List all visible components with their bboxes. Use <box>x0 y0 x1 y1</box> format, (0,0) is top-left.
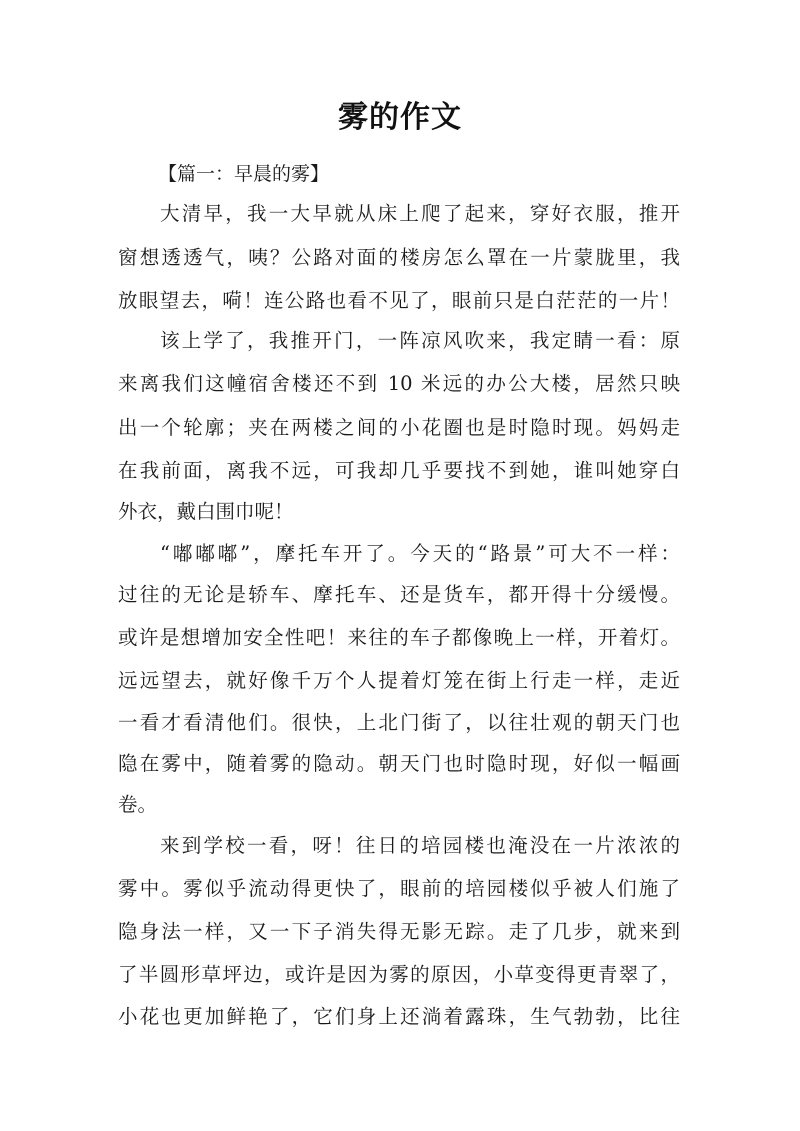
section-heading: 【篇一：早晨的雾】 <box>158 163 330 185</box>
document-title: 雾的作文 <box>338 100 462 135</box>
paragraph-line: 了半圆形草坪边，或许是因为雾的原因，小草变得更青翠了， <box>118 963 680 986</box>
paragraph-line: 放眼望去，嗬！连公路也看不见了，眼前只是白茫茫的一片！ <box>118 289 680 312</box>
paragraph-line: 小花也更加鲜艳了，它们身上还淌着露珠，生气勃勃，比往 <box>118 1005 680 1028</box>
paragraph-line: 来离我们这幢宿舍楼还不到 10 米远的办公大楼，居然只映 <box>118 372 680 395</box>
paragraph-line: 隐在雾中，随着雾的隐动。朝天门也时隐时现，好似一幅画 <box>118 752 680 775</box>
paragraph-line: 该上学了，我推开门，一阵凉风吹来，我定睛一看：原 <box>160 329 680 352</box>
paragraph-line: 出一个轮廓；夹在两楼之间的小花圈也是时隐时现。妈妈走 <box>118 416 680 439</box>
paragraph-line: 卷。 <box>118 793 158 816</box>
paragraph-line: 或许是想增加安全性吧！来往的车子都像晚上一样，开着灯。 <box>118 626 680 649</box>
paragraph-line: 在我前面，离我不远，可我却几乎要找不到她，谁叫她穿白 <box>118 459 680 482</box>
paragraph-line: 窗想透透气，咦？公路对面的楼房怎么罩在一片蒙胧里，我 <box>118 246 680 269</box>
paragraph-line: 大清早，我一大早就从床上爬了起来，穿好衣服，推开 <box>160 202 680 225</box>
paragraph-line: 一看才看清他们。很快，上北门街了，以往壮观的朝天门也 <box>118 711 680 734</box>
paragraph-line: 外衣，戴白围巾呢！ <box>118 500 294 523</box>
paragraph-line: 隐身法一样，又一下子消失得无影无踪。走了几步，就来到 <box>118 920 680 943</box>
paragraph-line: 雾中。雾似乎流动得更快了，眼前的培园楼似乎被人们施了 <box>118 877 680 900</box>
paragraph-line: 远远望去，就好像千万个人提着灯笼在街上行走一样，走近 <box>118 669 680 692</box>
paragraph-line: “嘟嘟嘟”，摩托车开了。今天的“路景”可大不一样： <box>160 542 680 565</box>
paragraph-line: 过往的无论是轿车、摩托车、还是货车，都开得十分缓慢。 <box>118 583 680 606</box>
paragraph-line: 来到学校一看，呀！往日的培园楼也淹没在一片浓浓的 <box>160 834 680 857</box>
